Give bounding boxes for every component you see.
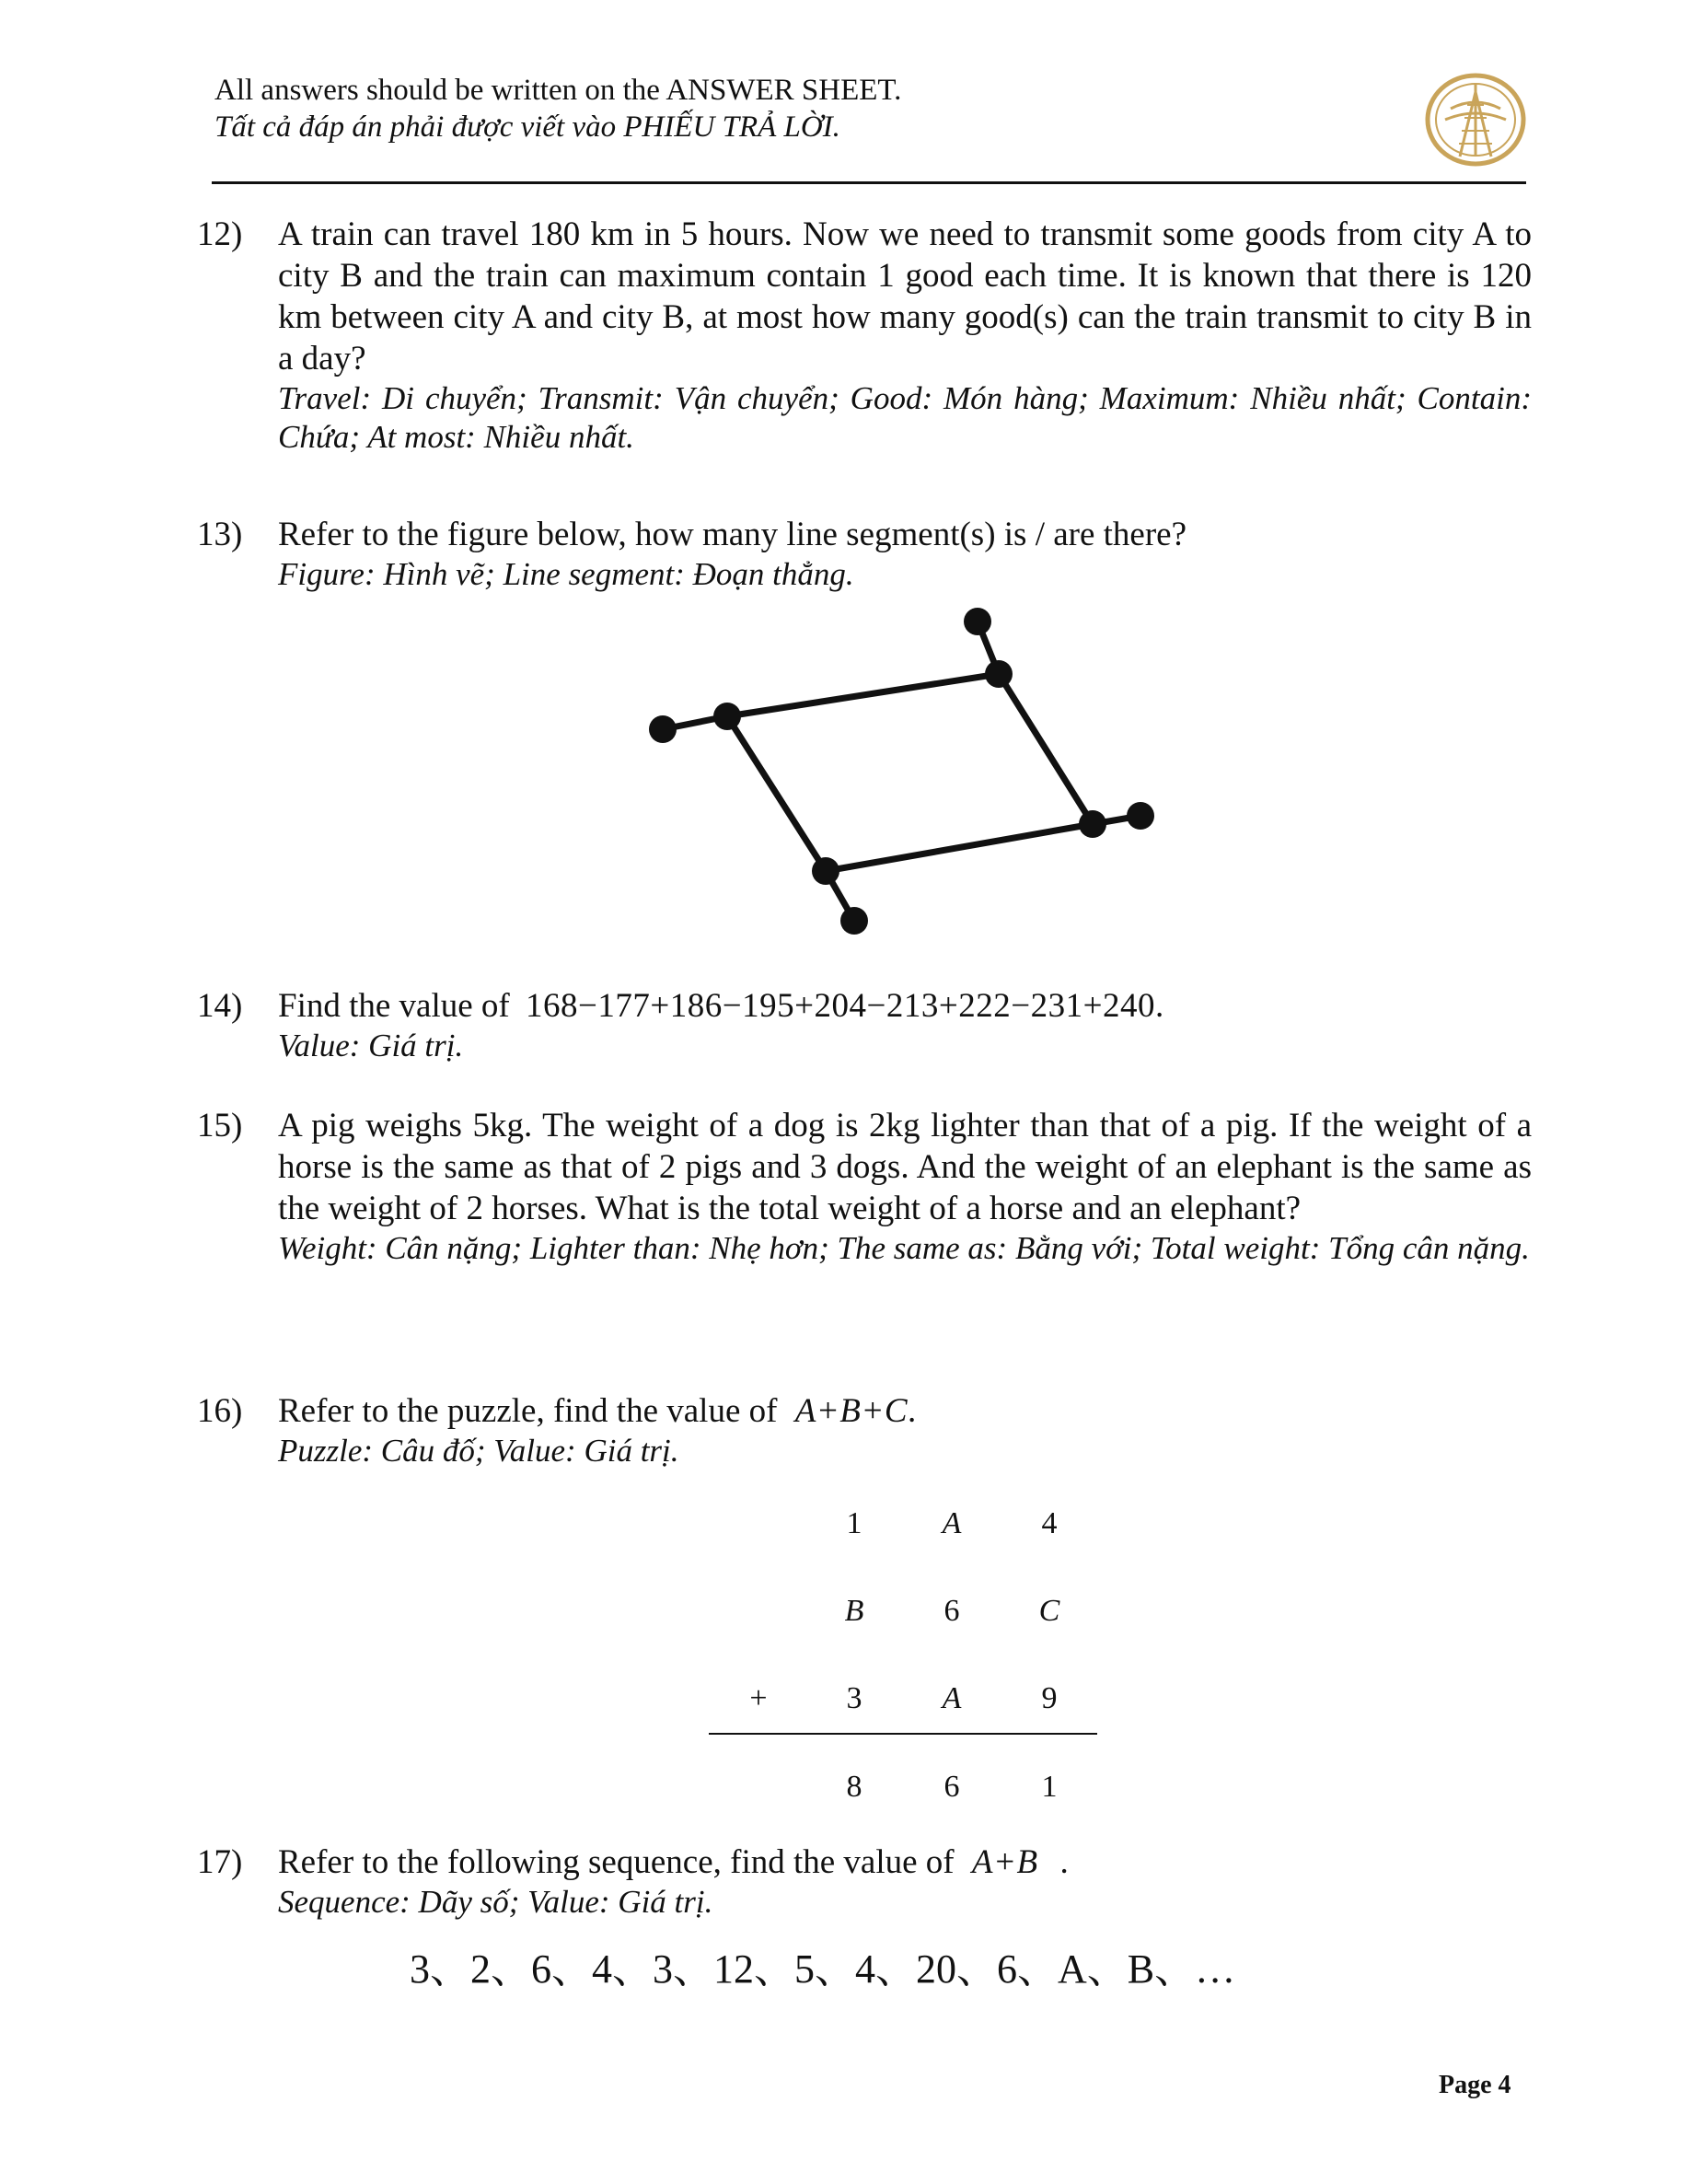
number-sequence: 3、2、6、4、3、12、5、4、20、6、A、B、…: [410, 1946, 1236, 1992]
question-text-end: .: [1059, 1843, 1069, 1881]
figure-point: [840, 907, 868, 935]
figure-point: [964, 608, 991, 635]
header-line-en: All answers should be written on the ANSWER SHEET.: [214, 74, 902, 107]
question-12: [197, 214, 1532, 457]
question-vocab: Weight: Cân nặng; Lighter than: Nhẹ hơn; The same as: Bằng với; Total weight: Tổng cân nặng.: [278, 1230, 1530, 1266]
question-text-end: .: [908, 1392, 917, 1430]
question-17: [197, 1841, 1532, 1922]
puzzle-cell: A: [942, 1681, 962, 1715]
question-number: 13): [197, 516, 243, 553]
question-text: Refer to the puzzle, find the value of: [278, 1392, 778, 1430]
question-15: [197, 1105, 1532, 1268]
question-16: [197, 1390, 1532, 1470]
figure-point: [1079, 810, 1106, 838]
question-vocab: Sequence: Dãy số; Value: Giá trị.: [278, 1884, 713, 1920]
puzzle-cell: 6: [943, 1594, 960, 1628]
question-text: Refer to the following sequence, find the value of: [278, 1843, 955, 1881]
puzzle-result-cell: 6: [943, 1770, 960, 1804]
figure-point: [812, 857, 839, 885]
question-number: 15): [197, 1107, 243, 1144]
addition-puzzle: [700, 1487, 1114, 1818]
math-expression: A+B+C: [794, 1392, 909, 1430]
figure-segment: [999, 674, 1093, 824]
question-text: A train can travel 180 km in 5 hours. Now we need to transmit some goods from city A to city B and the train can maximum contain 1 good each time. It is known that there is 120 km between city A and city B, at most how many good(s) can the train transmit to city B in a day?: [278, 215, 1532, 378]
figure-segment: [727, 716, 826, 871]
figure-segment: [727, 674, 999, 716]
question-13: [197, 514, 1532, 594]
question-vocab: Travel: Di chuyển; Transmit: Vận chuyển; Good: Món hàng; Maximum: Nhiều nhất; Contain: Chứa; At most: Nhiều nhất.: [278, 380, 1532, 455]
puzzle-cell: 3: [846, 1681, 862, 1715]
question-number: 12): [197, 215, 243, 253]
question-text: Refer to the figure below, how many line segment(s) is / are there?: [278, 516, 1187, 553]
header-line-vi: Tất cả đáp án phải được viết vào PHIẾU TRẢ LỜI.: [214, 110, 840, 144]
question-number: 14): [197, 987, 243, 1025]
page-number: Page 4: [1439, 2071, 1511, 2099]
question-text: Find the value of: [278, 987, 510, 1025]
figure-point: [1127, 802, 1154, 830]
puzzle-cell: 9: [1041, 1681, 1058, 1715]
question-text: A pig weighs 5kg. The weight of a dog is 2kg lighter than that of a pig. If the weight of a horse is the same as that of 2 pigs and 3 dogs. And the weight of an elephant is the same as the weight of 2 horses. What is the total weight of a horse and an elephant?: [278, 1107, 1532, 1227]
line-segment-figure: [635, 598, 1169, 948]
question-vocab: Value: Giá trị.: [278, 1028, 464, 1063]
puzzle-sum-line: [709, 1733, 1097, 1735]
figure-point: [985, 660, 1013, 688]
school-logo-icon: [1423, 72, 1529, 168]
puzzle-plus-sign: +: [749, 1681, 768, 1715]
puzzle-cell: 1: [846, 1506, 862, 1540]
puzzle-cell: 4: [1041, 1506, 1058, 1540]
puzzle-cell: C: [1038, 1594, 1060, 1628]
question-vocab: Figure: Hình vẽ; Line segment: Đoạn thẳng.: [278, 556, 854, 592]
question-number: 16): [197, 1392, 243, 1430]
puzzle-result-cell: 1: [1041, 1770, 1058, 1804]
header-rule: [212, 181, 1526, 184]
puzzle-cell: A: [942, 1506, 962, 1540]
puzzle-cell: B: [844, 1594, 864, 1628]
figure-point: [649, 715, 677, 743]
question-vocab: Puzzle: Câu đố; Value: Giá trị.: [278, 1433, 679, 1469]
question-14: [197, 985, 1532, 1065]
math-expression: A+B: [971, 1843, 1038, 1881]
puzzle-result-cell: 8: [846, 1770, 862, 1804]
math-expression: 168−177+186−195+204−213+222−231+240: [526, 987, 1155, 1025]
figure-segment: [826, 824, 1093, 871]
question-text-end: .: [1154, 987, 1164, 1025]
figure-point: [713, 703, 741, 730]
question-number: 17): [197, 1843, 243, 1881]
